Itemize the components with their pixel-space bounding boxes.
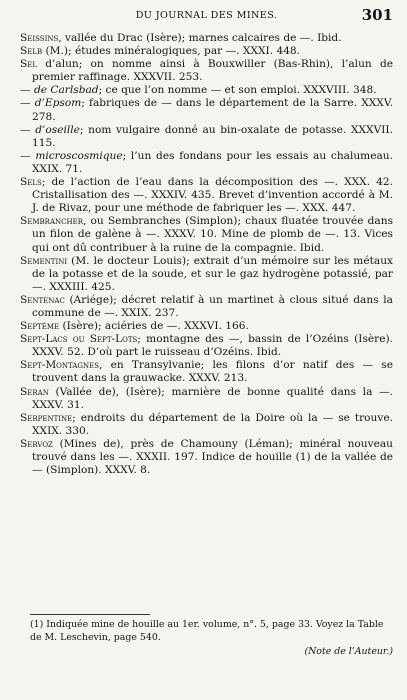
- entry-text: (Mines de), près de Chamouny (Léman); minéral nouveau trouvé dans les —. XXXII. 197. Indice de houille (1) de la vallée de — (Simplon). XXXV. 8.: [32, 437, 393, 477]
- entry-headword: — d’oseille: [20, 123, 80, 136]
- index-entry: [20, 215, 393, 254]
- entry-headword: Serpentine: [20, 411, 73, 424]
- index-entry: [20, 176, 393, 215]
- entry-text: , ou Sembranches (Simplon); chaux fluatée trouvée dans un filon de galène à —. XXXV. 10. Mine de plomb de —. 13. Vices qui ont dû contribuer à la ruine de la compagnie. Ibid.: [32, 215, 393, 254]
- entry-text: ; fabriques de — dans le département de la Sarre. XXXV. 278.: [32, 97, 393, 123]
- entry-headword: Sembrancher: [20, 215, 83, 228]
- entry-text: ; ce que l’on nomme — et son emploi. XXXVIII. 348.: [98, 84, 377, 97]
- entry-headword: — d’Epsom: [20, 97, 82, 110]
- index-entry: [20, 438, 393, 477]
- entry-headword: Sentenac: [20, 293, 65, 306]
- entry-headword: Seran: [20, 385, 49, 398]
- index-entry: [20, 58, 393, 84]
- entry-headword: Sementini: [20, 254, 68, 267]
- running-head: DU JOURNAL DES MINES.: [135, 10, 278, 21]
- entry-text: (M. le docteur Louis); extrait d’un mémoire sur les métaux de la potasse et de la soude, et sur le gaz hydrogène potassié, par —. XXXIII. 425.: [32, 254, 393, 293]
- page-number: 301: [361, 6, 393, 24]
- index-entry: [20, 124, 393, 150]
- entry-headword: — microscosmique: [20, 149, 123, 162]
- index-entry: [20, 333, 393, 359]
- footnote-area: [20, 614, 393, 659]
- index-entries: [20, 32, 393, 477]
- index-entry: [20, 97, 393, 123]
- entry-text: ; nom vulgaire donné au bin-oxalate de potasse. XXXVII. 115.: [32, 123, 393, 149]
- entry-headword: Selb: [20, 45, 43, 58]
- entry-text: (Ariége); décret relatif à un martinet à clous situé dans la commune de —. XXIX. 237.: [32, 293, 393, 319]
- entry-text: , en Transylvanie; les filons d’or natif des — se trouvent dans la grauwacke. XXXV. 213.: [32, 359, 393, 385]
- entry-text: ; montagne des —, bassin de l’Ozéins (Isère). XXXV. 52. D’où part le ruisseau d’Ozéins. Ibid.: [32, 333, 393, 359]
- entry-text: ; endroits du département de la Doire où la — se trouve. XXIX. 330.: [32, 411, 393, 437]
- entry-headword: Seissins: [20, 32, 59, 44]
- entry-headword: Sept-Lacs ou Sept-Lots: [20, 333, 138, 346]
- entry-text: ; l’un des fondans pour les essais au chalumeau. XXIX. 71.: [32, 149, 394, 175]
- index-entry: [20, 32, 393, 45]
- entry-text: (Vallée de), (Isère); marnière de bonne qualité dans la —. XXXV. 31.: [32, 385, 393, 411]
- footnote-rule: [30, 614, 150, 615]
- entry-headword: Servoz: [20, 437, 53, 450]
- entry-text: , vallée du Drac (Isère); marnes calcaires de —. Ibid.: [58, 32, 342, 44]
- entry-text: d’alun; on nomme ainsi à Bouxwiller (Bas-Rhin), l’alun de premier raffinage. XXXVII. 253.: [32, 58, 393, 84]
- index-entry: [20, 150, 393, 176]
- footnote-signature: (Note de l’Auteur.): [304, 646, 393, 657]
- entry-headword: Sels: [20, 176, 42, 189]
- index-entry: [20, 320, 393, 333]
- entry-text: ; de l’action de l’eau dans la décomposition des —. XXX. 42. Cristallisation des —. XXXIV. 435. Brevet d’invention accordé à M. J. de Rivaz, pour une méthode de fabriquer les —. XXX. 447.: [32, 176, 393, 215]
- entry-headword: — de Carlsbad: [20, 84, 99, 97]
- page-header: [20, 6, 393, 30]
- index-entry: [20, 84, 393, 97]
- index-entry: [20, 412, 393, 438]
- entry-headword: Sel: [20, 58, 38, 71]
- index-entry: [20, 386, 393, 412]
- footnote: (1) Indiquée mine de houille au 1er. volume, n°. 5, page 33. Voyez la Table de M. Leschevin, page 540.: [30, 619, 384, 643]
- index-entry: [20, 294, 393, 320]
- index-entry: [20, 359, 393, 385]
- entry-text: (Isère); aciéries de —. XXXVI. 166.: [59, 320, 249, 333]
- index-entry: [20, 255, 393, 294]
- entry-headword: Sept-Montagnes: [20, 359, 99, 372]
- index-entry: [20, 45, 393, 58]
- entry-headword: Septème: [20, 320, 60, 333]
- entry-text: (M.); études minéralogiques, par —. XXXI. 448.: [42, 45, 301, 58]
